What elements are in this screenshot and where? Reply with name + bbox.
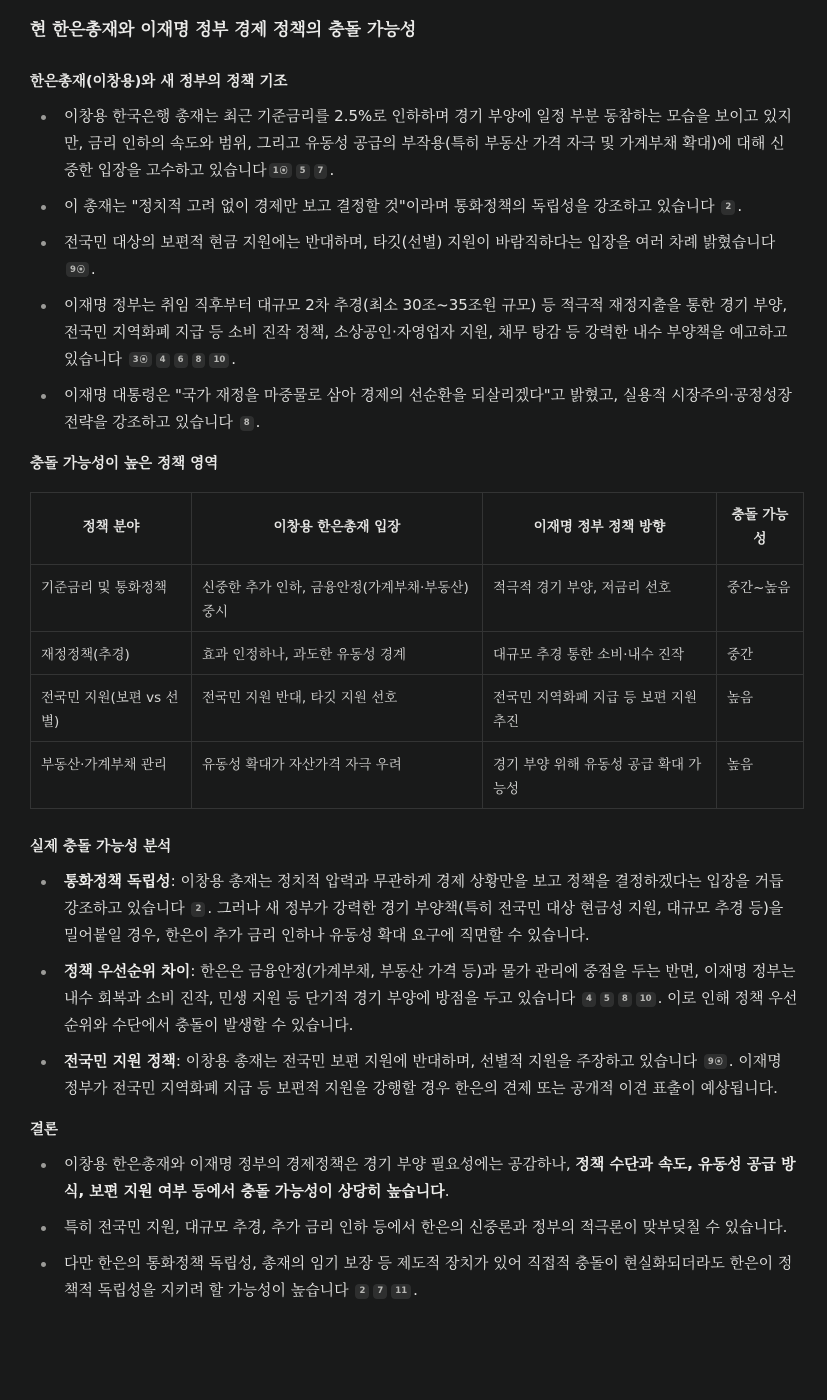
table-cell: 대규모 추경 통한 소비·내수 진작 xyxy=(483,632,717,675)
citation-badge[interactable]: 2 xyxy=(721,200,735,215)
table-header-cell: 이재명 정부 정책 방향 xyxy=(483,493,717,565)
list-item: 이재명 정부는 취임 직후부터 대규모 2차 추경(최소 30조~35조원 규모) 등 적극적 재정지출을 통한 경기 부양, 전국민 지역화폐 지급 등 소비 진작 정책, 소상공인·자영업자 지원, 채무 탕감 등 강력한 내수 부양책을 예고하고 있습니다 3⦿ 4 6 8 10 . xyxy=(64,292,801,373)
section-heading-policy-stance: 한은총재(이창용)와 새 정부의 정책 기조 xyxy=(30,74,288,90)
list-item: 이창용 한은총재와 이재명 정부의 경제정책은 경기 부양 필요성에는 공감하나, 정책 수단과 속도, 유동성 공급 방식, 보편 지원 여부 등에서 충돌 가능성이 상당히 높습니다. xyxy=(64,1151,801,1205)
citation-badge[interactable]: 8 xyxy=(192,353,206,368)
list-item: 이 총재는 "정치적 고려 없이 경제만 보고 결정할 것"이라며 통화정책의 독립성을 강조하고 있습니다 2 . xyxy=(64,193,801,220)
citation-badge[interactable]: 11 xyxy=(391,1284,411,1299)
citation-badge[interactable]: 9⦿ xyxy=(704,1054,727,1069)
citation-badge[interactable]: 9⦿ xyxy=(66,262,89,277)
citation-badge[interactable]: 10 xyxy=(209,353,229,368)
table-cell: 전국민 지원(보편 vs 선별) xyxy=(31,675,192,742)
table-cell: 중간 xyxy=(717,632,804,675)
table-cell: 전국민 지역화폐 지급 등 보편 지원 추진 xyxy=(483,675,717,742)
citation-badge[interactable]: 2 xyxy=(355,1284,369,1299)
conclusion-list xyxy=(30,1151,801,1304)
policy-stance-list xyxy=(30,103,801,436)
table-cell: 높음 xyxy=(717,742,804,809)
table-cell: 높음 xyxy=(717,675,804,742)
citation-badge[interactable]: 7 xyxy=(314,164,328,179)
table-header-cell: 이창용 한은총재 입장 xyxy=(192,493,483,565)
table-header-cell: 충돌 가능성 xyxy=(717,493,804,565)
citation-badge[interactable]: 8 xyxy=(240,416,254,431)
citation-badge[interactable]: 4 xyxy=(156,353,170,368)
table-cell: 중간~높음 xyxy=(717,565,804,632)
list-item: 정책 우선순위 차이: 한은은 금융안정(가계부채, 부동산 가격 등)과 물가 관리에 중점을 두는 반면, 이재명 정부는 내수 회복과 소비 진작, 민생 지원 등 단기적 경기 부양에 방점을 두고 있습니다 4 5 8 10 . 이로 인해 정책 우선순위와 수단에서 충돌이 발생할 수 있습니다. xyxy=(64,958,801,1039)
citation-badge[interactable]: 5 xyxy=(296,164,310,179)
play-circle-icon: ⦿ xyxy=(76,265,85,274)
list-item: 다만 한은의 통화정책 독립성, 총재의 임기 보장 등 제도적 장치가 있어 직접적 충돌이 현실화되더라도 한은이 정책적 독립성을 지키려 할 가능성이 높습니다 2 7 11 . xyxy=(64,1250,801,1304)
citation-badge[interactable]: 3⦿ xyxy=(129,352,152,367)
list-item: 전국민 대상의 보편적 현금 지원에는 반대하며, 타깃(선별) 지원이 바람직하다는 입장을 여러 차례 밝혔습니다 9⦿ . xyxy=(64,229,801,283)
citation-badge[interactable]: 2 xyxy=(191,902,205,917)
table-cell: 부동산·가계부채 관리 xyxy=(31,742,192,809)
section-heading-conclusion: 결론 xyxy=(30,1122,59,1138)
list-item: 통화정책 독립성: 이창용 총재는 정치적 압력과 무관하게 경제 상황만을 보고 정책을 결정하겠다는 입장을 거듭 강조하고 있습니다 2 . 그러나 새 정부가 강력한 경기 부양책(특히 전국민 대상 현금성 지원, 대규모 추경 등)을 밀어붙일 경우, 한은이 추가 금리 인하나 유동성 확대 요구에 직면할 수 있습니다. xyxy=(64,868,801,949)
table-header-row xyxy=(31,493,804,565)
list-item: 전국민 지원 정책: 이창용 총재는 전국민 보편 지원에 반대하며, 선별적 지원을 주장하고 있습니다 9⦿ . 이재명 정부가 전국민 지역화폐 지급 등 보편적 지원을 강행할 경우 한은의 견제 또는 공개적 이견 표출이 예상됩니다. xyxy=(64,1048,801,1102)
list-item: 이창용 한국은행 총재는 최근 기준금리를 2.5%로 인하하며 경기 부양에 일정 부분 동참하는 모습을 보이고 있지만, 금리 인하의 속도와 범위, 그리고 유동성 공급의 부작용(특히 부동산 가격 자극 및 가계부채 확대)에 대해 신중한 입장을 고수하고 있습니다 1⦿ 5 7 . xyxy=(64,103,801,184)
citation-badge[interactable]: 8 xyxy=(618,992,632,1007)
table-cell: 전국민 지원 반대, 타깃 지원 선호 xyxy=(192,675,483,742)
play-circle-icon: ⦿ xyxy=(714,1057,723,1066)
table-cell: 경기 부양 위해 유동성 공급 확대 가능성 xyxy=(483,742,717,809)
table-cell: 유동성 확대가 자산가격 자극 우려 xyxy=(192,742,483,809)
citation-badge[interactable]: 10 xyxy=(636,992,656,1007)
citation-badge[interactable]: 6 xyxy=(174,353,188,368)
play-circle-icon: ⦿ xyxy=(139,355,148,364)
table-cell: 신중한 추가 인하, 금융안정(가계부채·부동산) 중시 xyxy=(192,565,483,632)
table-cell: 적극적 경기 부양, 저금리 선호 xyxy=(483,565,717,632)
table-row xyxy=(31,675,804,742)
table-row xyxy=(31,632,804,675)
section-heading-analysis: 실제 충돌 가능성 분석 xyxy=(30,839,172,855)
table-row xyxy=(31,565,804,632)
citation-badge[interactable]: 5 xyxy=(600,992,614,1007)
table-cell: 효과 인정하나, 과도한 유동성 경계 xyxy=(192,632,483,675)
citation-badge[interactable]: 7 xyxy=(373,1284,387,1299)
table-row xyxy=(31,742,804,809)
play-circle-icon: ⦿ xyxy=(279,166,288,175)
citation-badge[interactable]: 4 xyxy=(582,992,596,1007)
analysis-list xyxy=(30,868,801,1102)
list-item: 특히 전국민 지원, 대규모 추경, 추가 금리 인하 등에서 한은의 신중론과 정부의 적극론이 맞부딪칠 수 있습니다. xyxy=(64,1214,801,1241)
table-cell: 기준금리 및 통화정책 xyxy=(31,565,192,632)
conflict-table xyxy=(30,492,804,809)
table-header-cell: 정책 분야 xyxy=(31,493,192,565)
citation-badge[interactable]: 1⦿ xyxy=(269,163,292,178)
page-title: 현 한은총재와 이재명 정부 경제 정책의 충돌 가능성 xyxy=(30,20,417,40)
list-item: 이재명 대통령은 "국가 재정을 마중물로 삼아 경제의 선순환을 되살리겠다"고 밝혔고, 실용적 시장주의·공정성장 전략을 강조하고 있습니다 8 . xyxy=(64,382,801,436)
section-heading-conflict-areas: 충돌 가능성이 높은 정책 영역 xyxy=(30,456,219,472)
table-cell: 재정정책(추경) xyxy=(31,632,192,675)
